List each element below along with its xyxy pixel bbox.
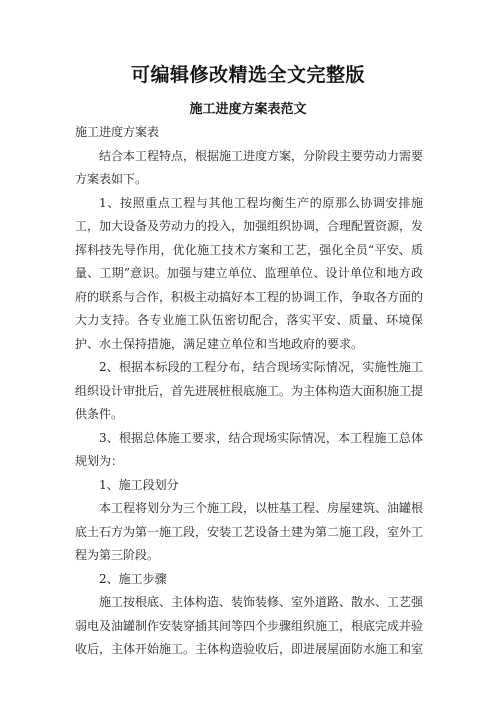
document-title: 施工进度方案表范文 [189,102,307,117]
document-body [75,121,423,662]
document-banner: 可编辑修改精选全文完整版 [130,64,365,86]
section-heading: 2、施工步骤 [99,571,167,586]
paragraph: 1、按照重点工程与其他工程均衡生产的原那么协调安排施工，加大设备及劳动力的投入，加强组织协调，合理配置资源，发挥科技先导作用，优化施工技术方案和工艺，强化全员“平安、质量、工期”意识。加强与建立单位、监理单位、设计单位和地方政府的联系与合作，积极主动搞好本工程的协调工作，争取各方面的大力支持。各专业施工队伍密切配合，落实平安、质量、环境保护、水土保持措施，满足建立单位和当地政府的要求。 [75,195,424,351]
paragraph: 结合本工程特点，根据施工进度方案，分阶段主要劳动力需要方案表如下。 [75,148,424,186]
paragraph: 施工按根底、主体构造、装饰装修、室外道路、散水、工艺强弱电及油罐制作安装穿插其间等四个步骤组织施工，根底完成并验收后，主体开始施工。主体构造验收后，即进展屋面防水施工和室 [75,595,424,656]
section-heading: 1、施工段划分 [99,477,179,492]
paragraph: 3、根据总体施工要求，结合现场实际情况，本工程施工总体规划为： [75,430,423,468]
paragraph: 本工程将划分为三个施工段，以桩基工程、房屋建筑、油罐根底土石方为第一施工段，安装工艺设备土建为第二施工段，室外工程为第三阶段。 [75,501,424,562]
paragraph-subtitle: 施工进度方案表 [75,125,160,139]
paragraph: 2、根据本标段的工程分布，结合现场实际情况，实施性施工组织设计审批后，首先进展桩根底施工。为主体构造大面积施工提供条件。 [75,360,424,421]
